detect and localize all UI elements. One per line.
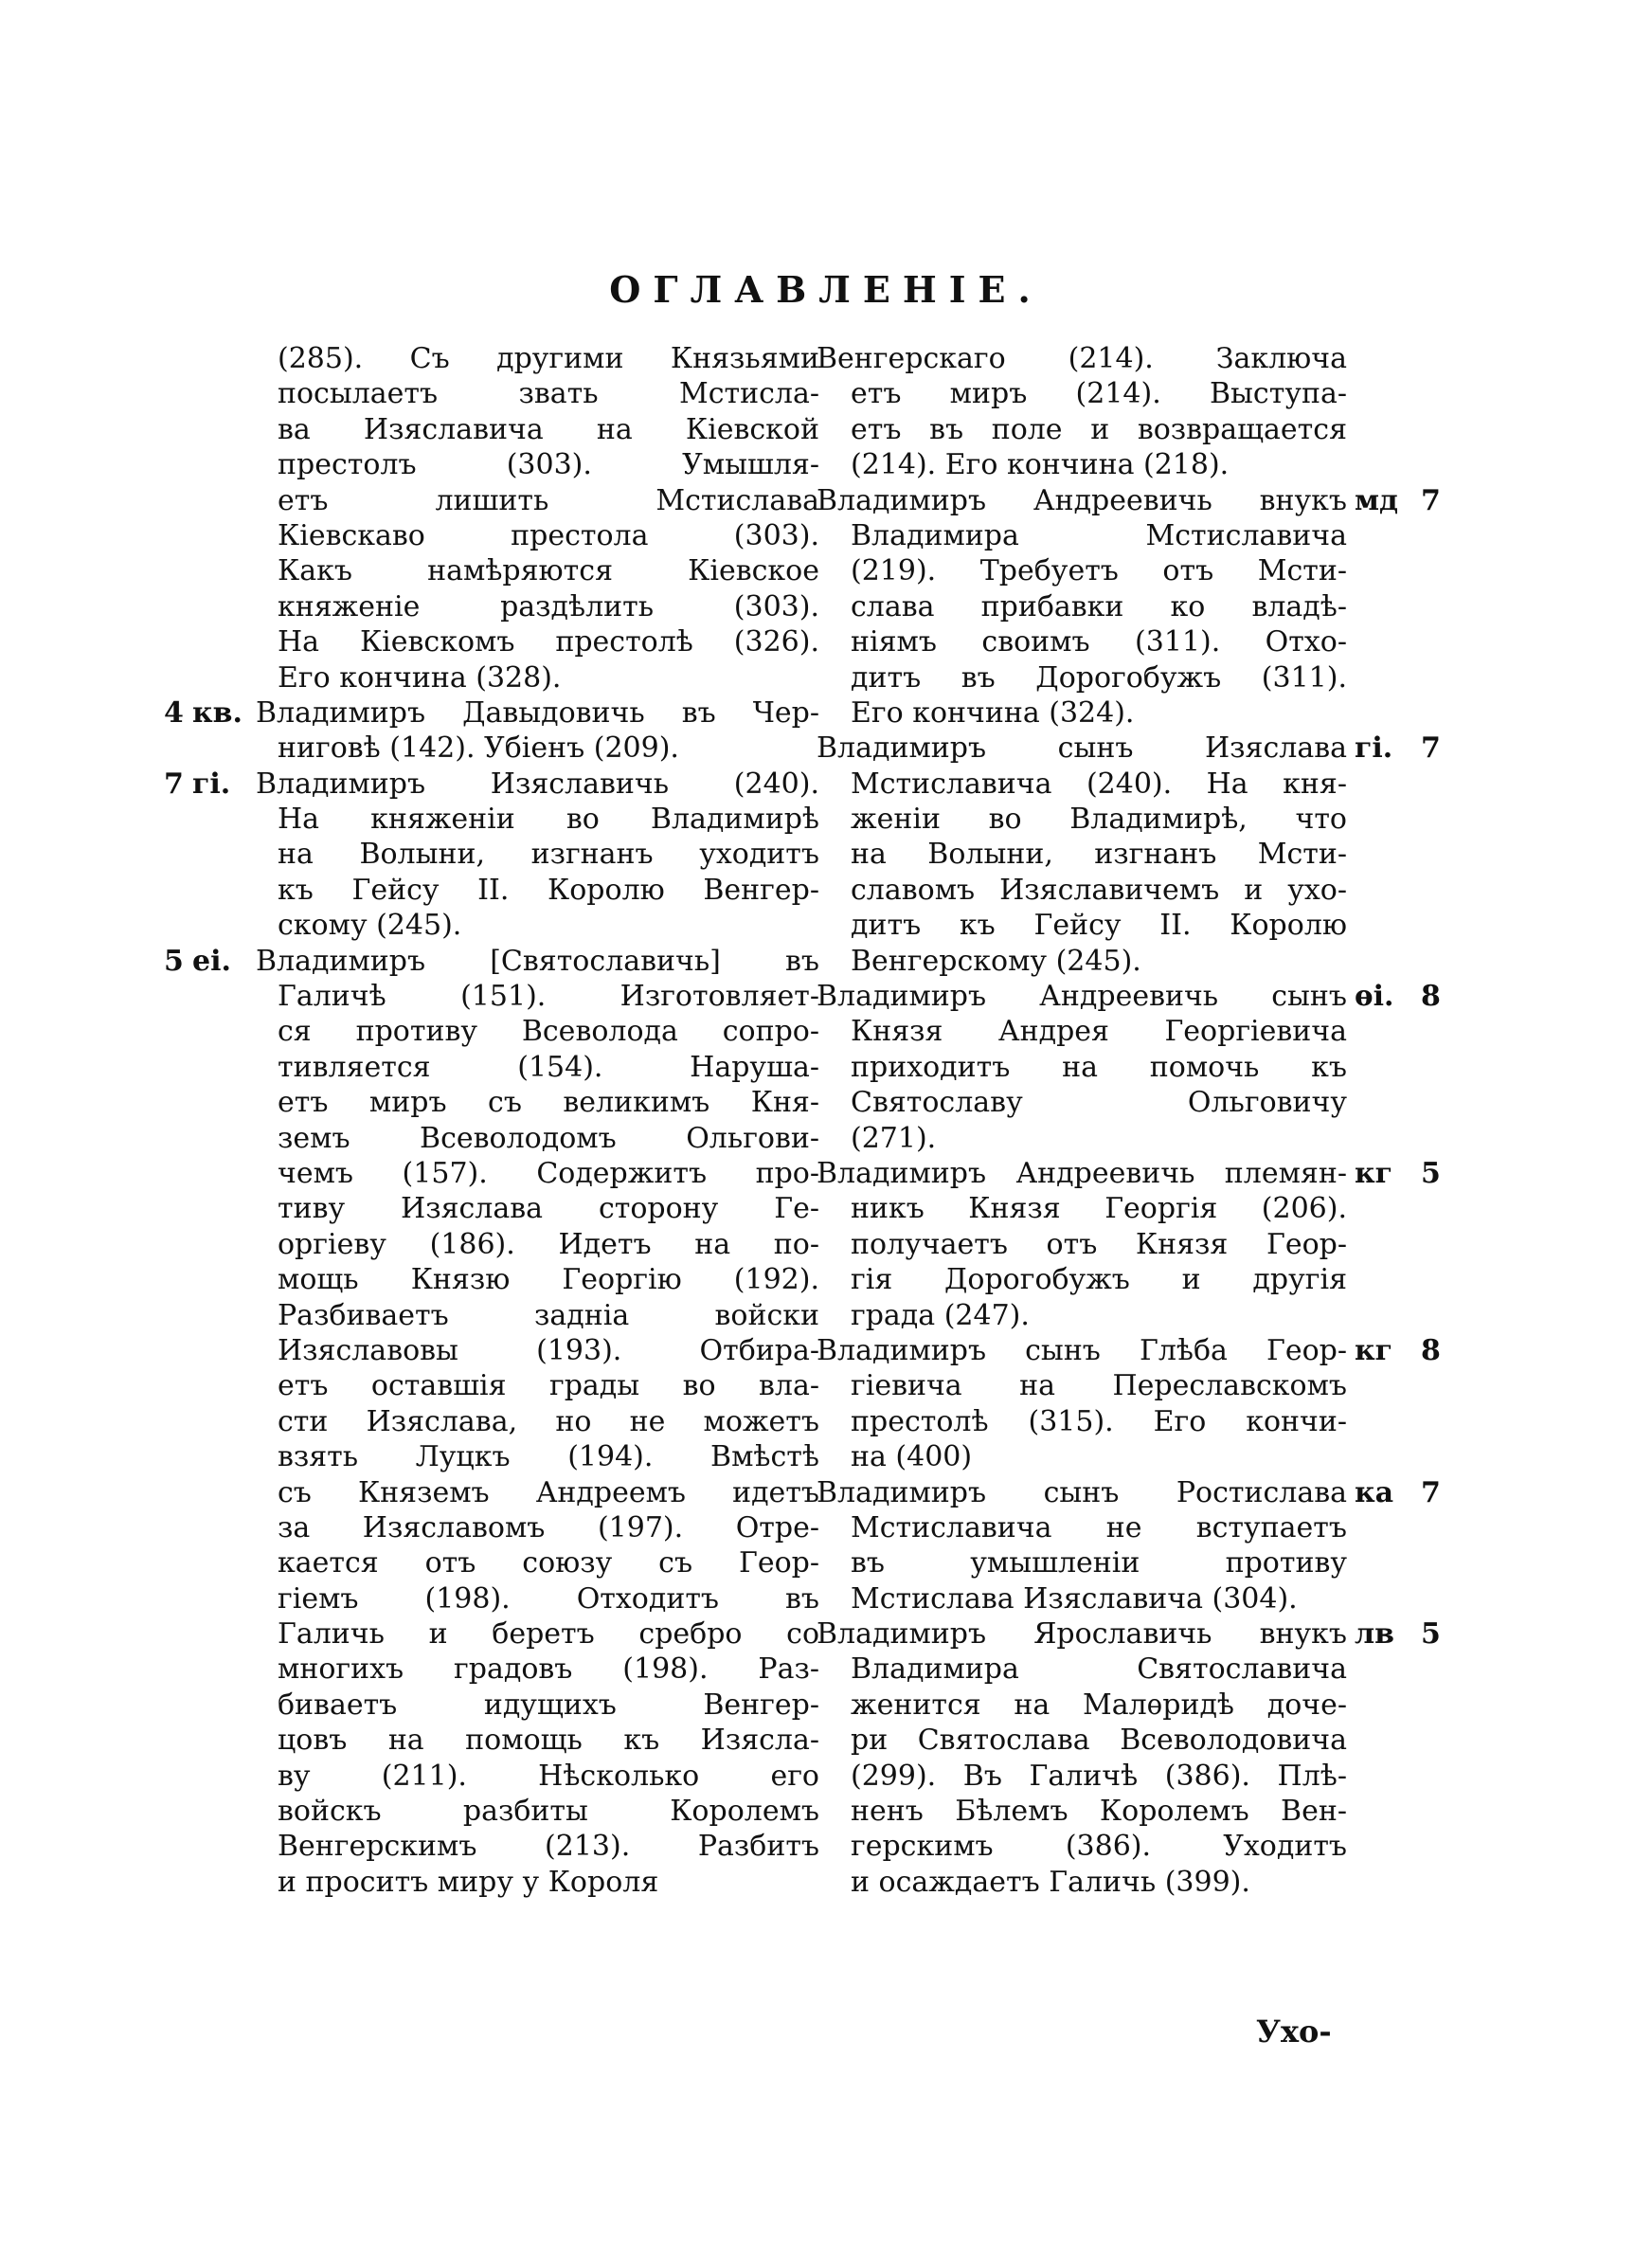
entry-text-line	[156, 1723, 819, 1758]
entry-text-line	[156, 1085, 819, 1120]
line-text: Мстиславича (240). На кня-	[851, 767, 1347, 801]
entry-text-line	[156, 1121, 819, 1156]
entry-heading-line	[156, 341, 819, 376]
entry-text-line	[817, 1439, 1347, 1474]
entry-text-line	[817, 624, 1347, 659]
line-text: взять Луцкъ (194). Вмѣстѣ	[278, 1440, 819, 1474]
line-text: гіевича на Переславскомъ	[851, 1369, 1347, 1403]
line-text: ненъ Бѣлемъ Королемъ Вен-	[851, 1795, 1347, 1829]
line-text: посылаетъ звать Мстисла-	[278, 377, 819, 411]
entry-text-line	[156, 660, 819, 695]
line-text: ву (211). Нѣсколько его	[278, 1759, 819, 1793]
entry-text-line	[156, 1404, 819, 1439]
line-text: и проситъ миру у Короля	[278, 1865, 659, 1899]
line-text: престолѣ (315). Его кончи-	[851, 1404, 1347, 1438]
margin-marker	[164, 695, 242, 731]
line-text: (285). Съ другими Князьями	[278, 342, 819, 375]
index-entry	[156, 695, 819, 767]
line-text: (299). Въ Галичѣ (386). Плѣ-	[851, 1759, 1347, 1793]
margin-number: 7	[1421, 731, 1441, 766]
entry-text-line	[817, 412, 1347, 447]
line-text: Его кончина (328).	[278, 660, 562, 695]
entry-text-line	[156, 1865, 819, 1900]
line-text: Какъ намѣряются Кіевское	[278, 554, 819, 588]
entry-heading-line	[817, 341, 1347, 376]
margin-letters: кв.	[192, 695, 242, 730]
margin-number: 4	[164, 695, 184, 730]
entry-text-line	[156, 1262, 819, 1297]
line-text: етъ оставшія грады во вла-	[278, 1369, 819, 1403]
line-text: Венгерскаго (214). Заключа	[817, 342, 1347, 375]
index-entry	[817, 483, 1466, 731]
line-text: Разбиваетъ задніа войски	[278, 1298, 819, 1332]
index-entry	[817, 979, 1466, 1156]
line-text: Венгерскому (245).	[851, 944, 1141, 978]
line-text: дитъ въ Дорогобужъ (311).	[851, 660, 1347, 695]
line-text: герскимъ (386). Уходитъ	[851, 1830, 1347, 1864]
line-text: многихъ градовъ (198). Раз-	[278, 1652, 819, 1687]
entry-text-line	[156, 979, 819, 1014]
line-text: къ Гейсу II. Королю Венгер-	[278, 873, 819, 907]
line-text: цовъ на помощь къ Изясла-	[278, 1724, 819, 1758]
entry-text-line	[817, 873, 1347, 908]
line-text: Мстиславича не вступаетъ	[851, 1510, 1347, 1544]
line-text: сти Изяслава, но не можетъ	[278, 1404, 819, 1438]
margin-number: 8	[1421, 980, 1441, 1014]
margin-number: 5	[1421, 1156, 1441, 1190]
margin-letters: кг	[1355, 1156, 1393, 1190]
line-text: (214). Его кончина (218).	[851, 448, 1230, 482]
line-text: женіи во Владимирѣ, что	[851, 803, 1347, 837]
line-text: никъ Князя Георгія (206).	[851, 1192, 1347, 1226]
margin-number: 7	[1421, 483, 1441, 517]
line-text: кается отъ союзу съ Геор-	[278, 1546, 819, 1580]
entry-text-line	[817, 1759, 1347, 1794]
line-text: ся противу Всеволода сопро-	[278, 1015, 819, 1049]
entry-text-line	[156, 1759, 819, 1794]
entry-text-line	[817, 1262, 1347, 1297]
line-text: гіемъ (198). Отходитъ въ	[278, 1581, 819, 1616]
line-text: Галичѣ (151). Изготовляет-	[278, 980, 819, 1014]
entry-heading-line	[817, 731, 1441, 766]
index-entry	[817, 731, 1466, 979]
entry-text-line	[156, 1829, 819, 1864]
line-text: гія Дорогобужъ и другія	[851, 1263, 1347, 1297]
line-text: получаетъ отъ Князя Геор-	[851, 1227, 1347, 1261]
margin-number: 7	[164, 767, 184, 801]
line-text: Владимиръ Давыдовичь въ Чер-	[256, 695, 819, 730]
entry-text-line	[817, 908, 1347, 943]
entry-text-line	[156, 518, 819, 553]
entry-text-line	[156, 873, 819, 908]
entry-text-line	[156, 1616, 819, 1652]
index-entry	[817, 1475, 1466, 1617]
line-text: земъ Всеволодомъ Ольгови-	[278, 1121, 819, 1155]
line-text: славомъ Изяславичемъ и ухо-	[851, 873, 1347, 907]
line-text: Владимиръ сынъ Глѣба Геор-	[817, 1333, 1347, 1367]
entry-text-line	[817, 1191, 1347, 1226]
line-text: и осаждаетъ Галичь (399).	[851, 1865, 1250, 1899]
entry-text-line	[156, 1794, 819, 1829]
entry-text-line	[817, 1829, 1347, 1864]
entry-text-line	[817, 837, 1347, 872]
entry-heading-line	[817, 483, 1441, 518]
entry-text-line	[817, 447, 1347, 482]
entry-text-line	[156, 1545, 819, 1580]
entry-text-line	[817, 1121, 1347, 1156]
entry-text-line	[156, 908, 819, 943]
line-text: ніямъ своимъ (311). Отхо-	[851, 625, 1347, 659]
margin-letters: мд	[1355, 483, 1399, 517]
entry-text-line	[156, 1298, 819, 1333]
entry-heading-line	[156, 695, 819, 731]
entry-text-line	[817, 518, 1347, 553]
line-text: Мстислава Изяславича (304).	[851, 1581, 1298, 1616]
line-text: Владимиръ Ярославичь внукъ	[817, 1617, 1347, 1652]
index-entry	[817, 341, 1466, 483]
line-text: Кіевскаво престола (303).	[278, 518, 819, 552]
entry-text-line	[156, 412, 819, 447]
entry-text-line	[817, 1050, 1347, 1085]
margin-letters: гі.	[192, 767, 231, 801]
margin-marker	[164, 944, 231, 979]
entry-heading-line	[817, 1475, 1441, 1510]
margin-letters: еі.	[192, 944, 231, 978]
line-text: женится на Малѳридѣ доче-	[851, 1688, 1347, 1722]
line-text: Владимиръ сынъ Изяслава	[817, 731, 1347, 766]
margin-letters: ка	[1355, 1475, 1394, 1509]
line-text: оргіеву (186). Идетъ на по-	[278, 1227, 819, 1261]
line-text: Владимиръ Изяславичь (240).	[256, 767, 819, 801]
line-text: (271).	[851, 1121, 937, 1155]
line-text: биваетъ идущихъ Венгер-	[278, 1688, 819, 1722]
page-title: ОГЛАВЛЕНІЕ.	[609, 268, 1043, 311]
entry-text-line	[156, 589, 819, 624]
line-text: тиву Изяслава сторону Ге-	[278, 1192, 819, 1226]
entry-text-line	[817, 1688, 1347, 1723]
entry-text-line	[156, 447, 819, 482]
line-text: етъ лишить Мстислава	[278, 483, 819, 517]
entry-text-line	[817, 1545, 1347, 1580]
entry-text-line	[156, 1581, 819, 1616]
margin-letters: ѳі.	[1355, 980, 1394, 1014]
entry-heading-line	[817, 979, 1441, 1014]
entry-text-line	[817, 1865, 1347, 1900]
entry-text-line	[156, 1050, 819, 1085]
line-text: въ умышленіи противу	[851, 1546, 1347, 1580]
entry-text-line	[817, 1581, 1347, 1616]
line-text: съ Княземъ Андреемъ идетъ	[278, 1475, 819, 1509]
margin-number: 8	[1421, 1333, 1441, 1367]
margin-number: 5	[164, 944, 184, 978]
entry-text-line	[817, 1227, 1347, 1262]
margin-marker	[164, 767, 230, 802]
entry-heading-line	[817, 1156, 1441, 1191]
index-entry	[817, 1616, 1466, 1900]
line-text: (219). Требуетъ отъ Мсти-	[851, 554, 1347, 588]
right-column	[817, 341, 1466, 1900]
line-text: ва Изяславича на Кіевской	[278, 412, 819, 446]
line-text: Венгерскимъ (213). Разбитъ	[278, 1830, 819, 1864]
entry-text-line	[817, 1794, 1347, 1829]
line-text: Галичь и беретъ сребро со	[278, 1617, 819, 1652]
entry-text-line	[156, 731, 819, 766]
entry-text-line	[156, 1688, 819, 1723]
line-text: Владимира Святославича	[851, 1652, 1347, 1687]
entry-heading-line	[817, 1333, 1441, 1368]
entry-text-line	[156, 1510, 819, 1545]
line-text: Владимиръ Андреевичь сынъ	[817, 980, 1347, 1014]
margin-letters: гі.	[1355, 731, 1393, 766]
catchword: Ухо-	[1256, 2013, 1332, 2049]
entry-text-line	[156, 553, 819, 588]
line-text: чемъ (157). Содержитъ про-	[278, 1156, 819, 1190]
entry-text-line	[817, 1085, 1347, 1120]
entry-text-line	[817, 1368, 1347, 1403]
entry-text-line	[817, 1723, 1347, 1758]
entry-text-line	[156, 1368, 819, 1403]
line-text: етъ въ поле и возвращается	[851, 412, 1347, 446]
line-text: Владимира Мстиславича	[851, 518, 1347, 552]
line-text: престолъ (303). Умышля-	[278, 448, 819, 482]
margin-letters: кг	[1355, 1333, 1393, 1367]
entry-text-line	[817, 553, 1347, 588]
line-text: скому (245).	[278, 909, 462, 943]
line-text: княженіе раздѣлить (303).	[278, 589, 819, 623]
index-entry	[156, 944, 819, 1901]
entry-text-line	[156, 483, 819, 518]
index-entry	[817, 1156, 1466, 1333]
entry-heading-line	[156, 944, 819, 979]
line-text: етъ миръ съ великимъ Кня-	[278, 1086, 819, 1120]
line-text: слава прибавки ко владѣ-	[851, 589, 1347, 623]
entry-text-line	[817, 944, 1347, 979]
entry-text-line	[156, 1227, 819, 1262]
line-text: за Изяславомъ (197). Отре-	[278, 1510, 819, 1544]
entry-text-line	[156, 624, 819, 659]
line-text: ри Святослава Всеволодовича	[851, 1724, 1347, 1758]
line-text: мощь Князю Георгію (192).	[278, 1263, 819, 1297]
line-text: Владимиръ Андреевичь внукъ	[817, 483, 1347, 517]
line-text: На княженіи во Владимирѣ	[278, 803, 819, 837]
index-entry	[156, 341, 819, 695]
left-column	[156, 341, 819, 1900]
line-text: Владимиръ Андреевичь племян-	[817, 1156, 1347, 1190]
entry-text-line	[156, 1014, 819, 1049]
line-text: града (247).	[851, 1298, 1030, 1332]
entry-text-line	[156, 1156, 819, 1191]
entry-text-line	[817, 1652, 1347, 1687]
line-text: на (400)	[851, 1440, 973, 1474]
line-text: Изяславовы (193). Отбира-	[278, 1333, 819, 1367]
margin-number: 5	[1421, 1617, 1441, 1652]
entry-text-line	[817, 767, 1347, 802]
entry-text-line	[817, 589, 1347, 624]
line-text: Князя Андрея Георгіевича	[851, 1015, 1347, 1049]
index-entry	[817, 1333, 1466, 1475]
line-text: ниговѣ (142). Убіенъ (209).	[278, 731, 679, 766]
margin-number: 7	[1421, 1475, 1441, 1509]
line-text: дитъ къ Гейсу II. Королю	[851, 909, 1347, 943]
entry-text-line	[156, 802, 819, 837]
line-text: Святославу Ольговичу	[851, 1086, 1347, 1120]
line-text: на Волыни, изгнанъ уходитъ	[278, 838, 819, 872]
line-text: На Кіевскомъ престолѣ (326).	[278, 625, 819, 659]
line-text: Владимиръ [Святославичь] въ	[256, 944, 819, 978]
entry-text-line	[817, 1510, 1347, 1545]
entry-text-line	[156, 1652, 819, 1687]
entry-text-line	[817, 1014, 1347, 1049]
line-text: тивляется (154). Наруша-	[278, 1050, 819, 1084]
margin-letters: лв	[1355, 1617, 1394, 1652]
entry-heading-line	[817, 1616, 1441, 1652]
entry-text-line	[156, 1333, 819, 1368]
line-text: Его кончина (324).	[851, 695, 1135, 730]
line-text: на Волыни, изгнанъ Мсти-	[851, 838, 1347, 872]
entry-text-line	[156, 376, 819, 411]
entry-text-line	[817, 660, 1347, 695]
entry-text-line	[156, 1475, 819, 1510]
line-text: етъ миръ (214). Выступа-	[851, 377, 1347, 411]
entry-text-line	[817, 1298, 1347, 1333]
entry-text-line	[156, 837, 819, 872]
index-entry	[156, 767, 819, 944]
entry-text-line	[817, 695, 1347, 731]
entry-heading-line	[156, 767, 819, 802]
line-text: приходитъ на помочь къ	[851, 1050, 1347, 1084]
line-text: Владимиръ сынъ Ростислава	[817, 1475, 1347, 1509]
entry-text-line	[817, 802, 1347, 837]
entry-text-line	[817, 1404, 1347, 1439]
entry-text-line	[156, 1439, 819, 1474]
entry-text-line	[817, 376, 1347, 411]
entry-text-line	[156, 1191, 819, 1226]
line-text: войскъ разбиты Королемъ	[278, 1795, 819, 1829]
